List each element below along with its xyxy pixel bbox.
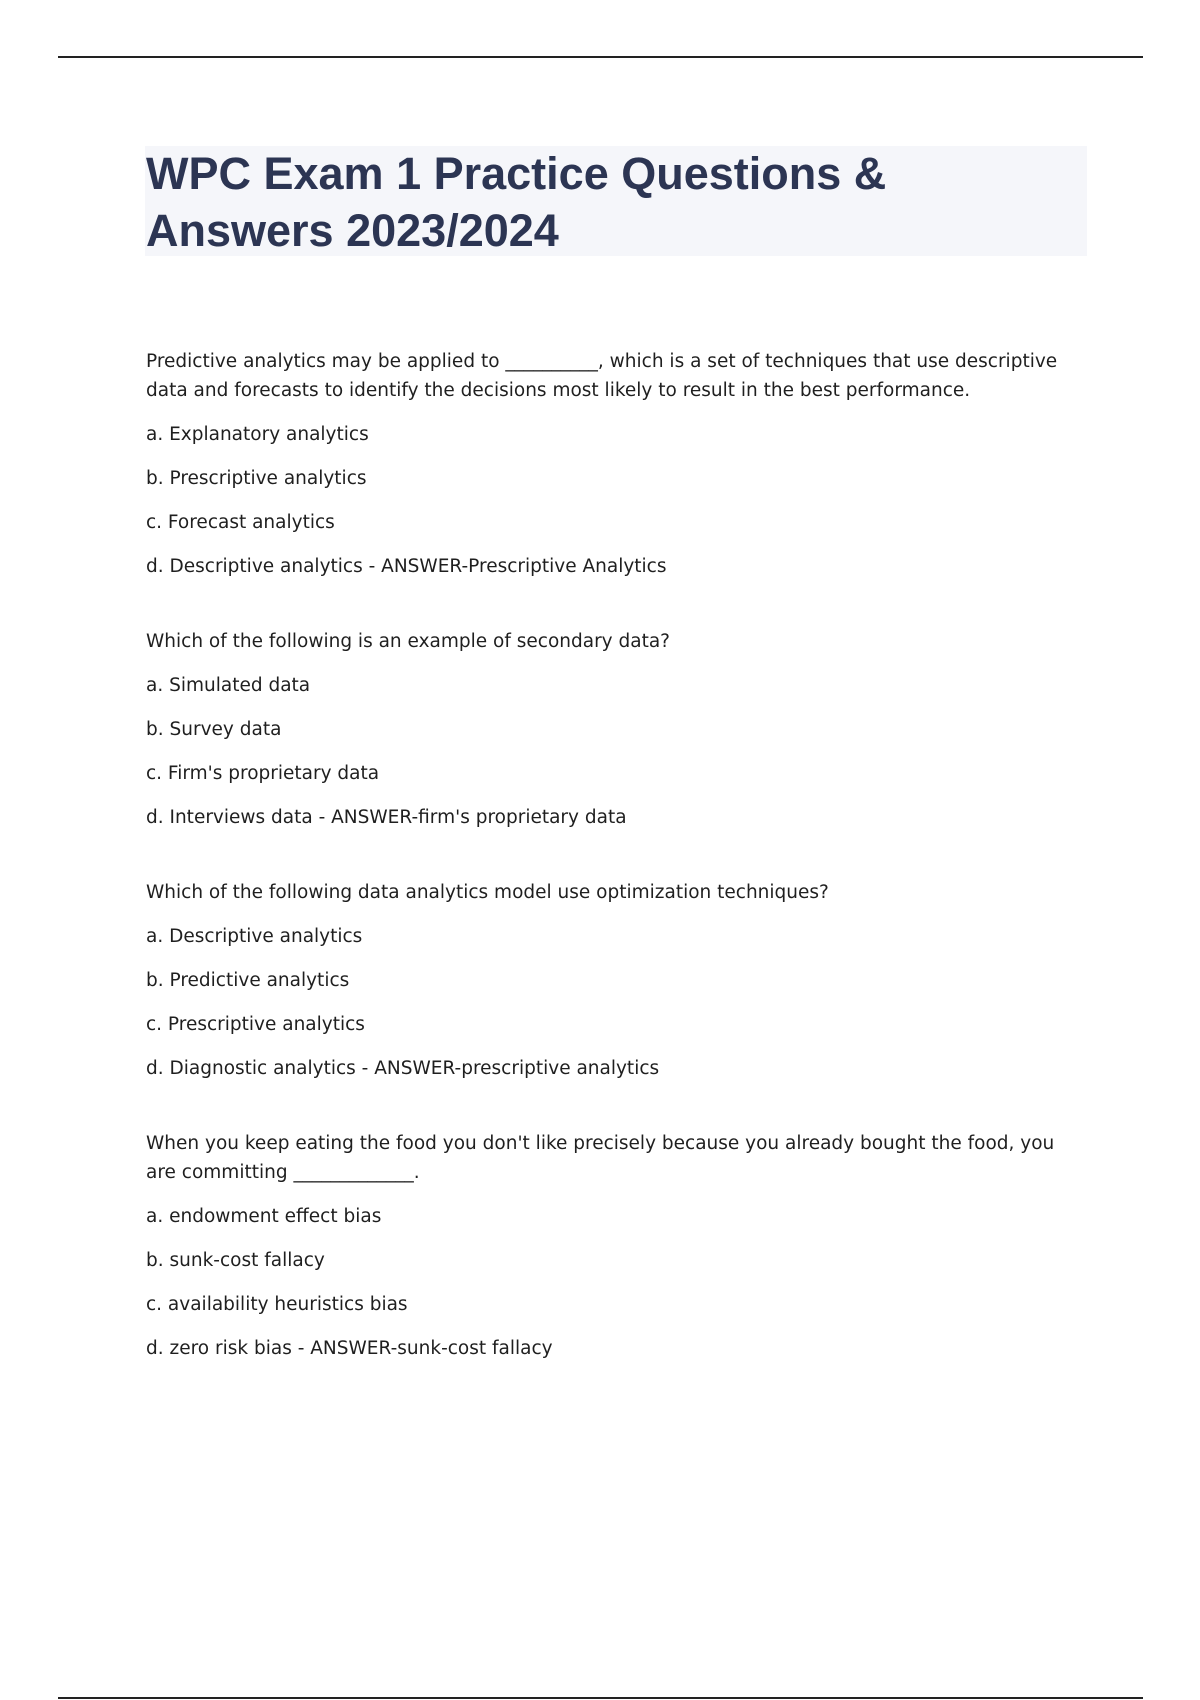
question-2 <box>146 627 1086 832</box>
option-d-with-answer: d. Descriptive analytics - ANSWER-Prescriptive Analytics <box>146 556 667 577</box>
option-d-with-answer: d. zero risk bias - ANSWER-sunk-cost fallacy <box>146 1338 553 1359</box>
option-d-with-answer: d. Diagnostic analytics - ANSWER-prescriptive analytics <box>146 1058 660 1079</box>
option-list <box>146 671 1086 832</box>
option-a: a. Descriptive analytics <box>146 926 363 947</box>
option-c: c. Forecast analytics <box>146 512 335 533</box>
question-text: Which of the following is an example of secondary data? <box>146 631 670 652</box>
option-d-with-answer: d. Interviews data - ANSWER-firm's proprietary data <box>146 807 627 828</box>
question-list <box>146 347 1086 1409</box>
option-c: c. Firm's proprietary data <box>146 763 380 784</box>
top-divider <box>58 56 1143 58</box>
option-c: c. Prescriptive analytics <box>146 1014 365 1035</box>
option-a: a. Explanatory analytics <box>146 424 369 445</box>
question-1 <box>146 347 1086 581</box>
question-3 <box>146 878 1086 1083</box>
option-b: b. Predictive analytics <box>146 970 350 991</box>
page-title: WPC Exam 1 Practice Questions & Answers 2023/2024 <box>146 148 887 256</box>
question-text: Predictive analytics may be applied to __________, which is a set of techniques that use descriptive data and forecasts to identify the decisions most likely to result in the best performance. <box>146 351 1058 401</box>
question-text: Which of the following data analytics model use optimization techniques? <box>146 882 829 903</box>
option-b: b. Survey data <box>146 719 282 740</box>
question-4 <box>146 1129 1086 1363</box>
option-list <box>146 420 1086 581</box>
question-text: When you keep eating the food you don't like precisely because you already bought the food, you are committing _____________. <box>146 1133 1055 1183</box>
option-c: c. availability heuristics bias <box>146 1294 408 1315</box>
option-list <box>146 1202 1086 1363</box>
bottom-divider <box>58 1697 1143 1699</box>
option-a: a. Simulated data <box>146 675 311 696</box>
option-b: b. sunk-cost fallacy <box>146 1250 325 1271</box>
option-a: a. endowment effect bias <box>146 1206 382 1227</box>
option-b: b. Prescriptive analytics <box>146 468 367 489</box>
option-list <box>146 922 1086 1083</box>
